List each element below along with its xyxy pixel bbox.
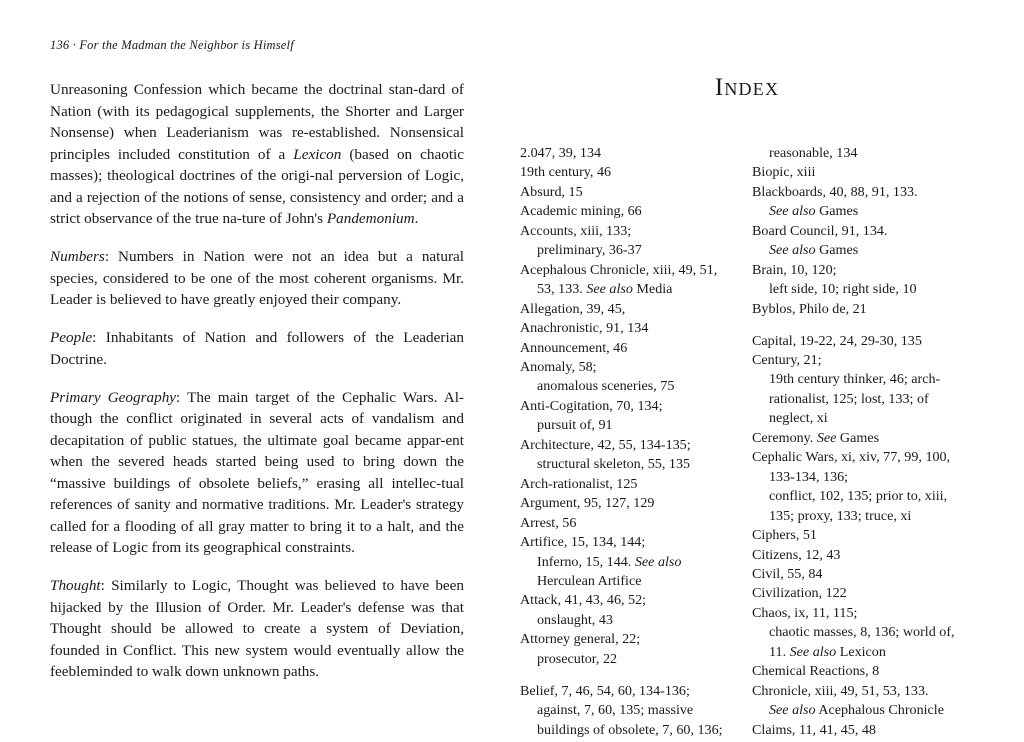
index-columns	[520, 144, 974, 740]
index-subentry	[520, 572, 728, 591]
text-run: Chemical Reactions, 8	[752, 663, 880, 680]
text-run: Ceremony.	[752, 429, 817, 446]
index-subentry	[520, 650, 728, 669]
text-run: Anti-Cogitation, 70, 134;	[520, 397, 663, 414]
index-subentry	[520, 721, 728, 740]
index-entry	[520, 163, 728, 182]
index-entry	[752, 662, 960, 681]
index-entry	[752, 144, 960, 163]
text-run: Civilization, 122	[752, 585, 847, 602]
text-run: Claims, 11, 41, 45, 48	[752, 721, 876, 738]
index-column-left	[520, 144, 728, 740]
text-run: Argument, 95, 127, 129	[520, 495, 655, 512]
index-entry	[520, 591, 728, 610]
text-run: Inferno, 15, 144.	[537, 553, 635, 570]
index-entry	[752, 332, 960, 351]
index-subentry	[752, 390, 960, 409]
text-run: Academic mining, 66	[520, 203, 642, 220]
index-entry	[752, 351, 960, 370]
text-run: Lexicon	[836, 643, 886, 660]
index-subentry	[752, 487, 960, 506]
italic-run: See also	[769, 203, 816, 220]
index-column-right	[752, 144, 960, 740]
index-entry	[752, 526, 960, 545]
index-entry	[520, 319, 728, 338]
paragraph-thought	[50, 575, 464, 683]
italic-run: See also	[769, 242, 816, 259]
text-run: Anomaly, 58;	[520, 358, 597, 375]
index-entry	[752, 604, 960, 623]
italic-run: See also	[586, 281, 633, 298]
index-entry	[752, 448, 960, 467]
index-entry	[752, 565, 960, 584]
text-run: Anachronistic, 91, 134	[520, 320, 649, 337]
text-run: left side, 10; right side, 10	[769, 281, 917, 298]
text-run: Byblos, Philo de, 21	[752, 300, 867, 317]
index-entry	[520, 222, 728, 241]
text-run: : Inhabitants of Nation and followers of the Leaderian Doctrine.	[50, 329, 464, 368]
index-entry	[520, 682, 728, 701]
text-run: 53, 133.	[537, 281, 587, 298]
text-run: Acephalous Chronicle, xiii, 49, 51,	[520, 261, 718, 278]
index-subentry	[520, 416, 728, 435]
text-run: Arrest, 56	[520, 514, 577, 531]
text-run: Acephalous Chronicle	[815, 702, 944, 719]
index-entry	[752, 584, 960, 603]
italic-run: Lexicon	[293, 145, 342, 163]
left-page-body	[50, 79, 464, 683]
text-run: 19th century, 46	[520, 164, 612, 181]
text-run: 2.047, 39, 134	[520, 145, 602, 161]
text-run: Attorney general, 22;	[520, 631, 641, 648]
index-subentry	[752, 241, 960, 260]
italic-run: Thought	[50, 577, 101, 594]
paragraph-people	[50, 327, 464, 370]
text-run: onslaught, 43	[537, 611, 613, 628]
index-entry	[752, 300, 960, 319]
italic-run: See also	[769, 702, 816, 719]
text-run: Games	[815, 203, 859, 220]
paragraph-primary-geography	[50, 387, 464, 559]
index-entry	[752, 721, 960, 740]
text-run: Brain, 10, 120;	[752, 261, 837, 278]
index-entry	[520, 436, 728, 455]
index-subentry	[752, 643, 960, 662]
text-run: (based on chaotic masses); theological doctrines of the origi-nal perversion of Logic, and a rejection of the notions of sense, consistency and order; and a strict observance of the true na-ture of John's	[50, 145, 464, 227]
index-entry	[752, 163, 960, 182]
index-entry	[520, 202, 728, 221]
index-entry	[520, 514, 728, 533]
text-run: Artifice, 15, 134, 144;	[520, 534, 646, 551]
index-entry	[520, 358, 728, 377]
index-subentry	[520, 553, 728, 572]
text-run: Capital, 19-22, 24, 29-30, 135	[752, 332, 922, 349]
index-subentry	[520, 280, 728, 299]
paragraph-numbers	[50, 246, 464, 311]
index-heading-text: Index	[714, 74, 780, 101]
index-entry	[520, 144, 728, 163]
index-entry	[752, 183, 960, 202]
index-entry	[752, 682, 960, 701]
index-subentry	[520, 455, 728, 474]
text-run: 11.	[769, 643, 790, 660]
index-entry	[752, 546, 960, 565]
index-entry	[520, 533, 728, 552]
text-run: 133-134, 136;	[769, 468, 849, 485]
index-subentry	[520, 611, 728, 630]
text-run: Arch-rationalist, 125	[520, 475, 638, 492]
text-run: Herculean Artifice	[537, 572, 642, 589]
running-head	[50, 38, 464, 53]
text-run: prosecutor, 22	[537, 650, 618, 667]
italic-run: People	[50, 329, 93, 346]
text-run: rationalist, 125; lost, 133; of	[769, 390, 929, 407]
index-subentry	[752, 623, 960, 642]
index-letter-gap	[752, 319, 960, 332]
text-run: Blackboards, 40, 88, 91, 133.	[752, 183, 918, 200]
text-run: Architecture, 42, 55, 134-135;	[520, 436, 691, 453]
text-run: Unreasoning Confession which became the doctrinal stan-dard of Nation (with its pedagogical supplements, the Shorter and Larger Nonsense) when Leaderianism was re-established. Nonsensical principles included constitution of a	[50, 81, 464, 163]
text-run: neglect, xi	[769, 410, 828, 427]
text-run: Announcement, 46	[520, 339, 628, 356]
text-run: against, 7, 60, 135; massive	[537, 702, 694, 719]
italic-run: See	[816, 429, 837, 446]
index-subentry	[752, 202, 960, 221]
italic-run: Pandemonium	[326, 210, 415, 227]
index-subentry	[752, 409, 960, 428]
text-run: Accounts, xiii, 133;	[520, 222, 632, 239]
text-run: Cephalic Wars, xi, xiv, 77, 99, 100,	[752, 449, 951, 466]
running-head-title: For the Madman the Neighbor is Himself	[79, 38, 294, 52]
text-run: : Similarly to Logic, Thought was believed to have been hijacked by the Illusion of Order. Mr. Leader's defense was that Thought should be allowed to create a system of Deviation, founded in Conflict. This new system would eventually allow the feebleminded to walk down unknown paths.	[50, 577, 464, 680]
text-run: Ciphers, 51	[752, 527, 817, 544]
running-head-separator: ·	[72, 38, 77, 52]
text-run: Civil, 55, 84	[752, 566, 823, 583]
index-subentry	[752, 507, 960, 526]
text-run: Games	[836, 429, 880, 446]
text-run: : Numbers in Nation were not an idea but a natural species, considered to be one of the most coherent organisms. Mr. Leader is believed to have greatly enjoyed their company.	[50, 248, 464, 308]
index-entry	[520, 397, 728, 416]
text-run: buildings of obsolete, 7, 60, 136;	[537, 721, 723, 738]
index-entry	[520, 261, 728, 280]
index-subentry	[752, 280, 960, 299]
text-run: Absurd, 15	[520, 183, 583, 200]
index-entry	[752, 222, 960, 241]
index-entry	[520, 494, 728, 513]
index-entry	[520, 300, 728, 319]
index-entry	[520, 475, 728, 494]
text-run: Chaos, ix, 11, 115;	[752, 604, 858, 621]
text-run: structural skeleton, 55, 135	[537, 456, 691, 473]
text-run: Century, 21;	[752, 352, 822, 369]
text-run: Board Council, 91, 134.	[752, 222, 888, 239]
text-run: Attack, 41, 43, 46, 52;	[520, 592, 647, 609]
index-entry	[520, 630, 728, 649]
text-run: Citizens, 12, 43	[752, 546, 841, 563]
index-entry	[752, 429, 960, 448]
text-run: preliminary, 36-37	[537, 242, 642, 259]
text-run: Chronicle, xiii, 49, 51, 53, 133.	[752, 682, 929, 699]
index-subentry	[520, 241, 728, 260]
text-run: Games	[815, 242, 859, 259]
index-subentry	[752, 370, 960, 389]
index-heading	[520, 74, 974, 102]
index-entry	[520, 339, 728, 358]
index-subentry	[752, 468, 960, 487]
text-run: chaotic masses, 8, 136; world of,	[769, 624, 955, 641]
index-subentry	[520, 377, 728, 396]
index-subentry	[520, 701, 728, 720]
index-entry	[752, 261, 960, 280]
folio-number: 136	[50, 38, 70, 52]
text-run: anomalous sceneries, 75	[537, 378, 675, 395]
text-run: conflict, 102, 135; prior to, xiii,	[769, 488, 948, 505]
text-run: Belief, 7, 46, 54, 60, 134-136;	[520, 682, 690, 699]
text-run: .	[414, 210, 419, 227]
text-run: Allegation, 39, 45,	[520, 300, 626, 317]
index-entry	[520, 183, 728, 202]
index-letter-gap	[520, 669, 728, 682]
italic-run: See also	[634, 553, 682, 570]
paragraph-unreasoning-confession	[50, 79, 464, 230]
text-run: 19th century thinker, 46; arch-	[769, 371, 941, 388]
italic-run: See also	[789, 643, 837, 660]
text-run: 135; proxy, 133; truce, xi	[769, 507, 912, 524]
text-run: Media	[632, 281, 673, 298]
left-page	[50, 38, 464, 683]
text-run: reasonable, 134	[769, 145, 858, 161]
text-run: Biopic, xiii	[752, 164, 816, 181]
text-run: pursuit of, 91	[537, 417, 613, 434]
text-run: : The main target of the Cephalic Wars. Al-though the conflict originated in several acts of vandalism and decapitation of public statues, the ultimate goal became appar-ent when the severed heads started being used to bring down the “massive buildings of obsolete beliefs,” erasing all intellec-tual references of sanity and normative traditions. Mr. Leader's strategy called for a flooding of all gray matter to bring it to a halt, and the release of Logic from its geographical constraints.	[50, 388, 464, 556]
right-page	[520, 38, 974, 740]
index-subentry	[752, 701, 960, 720]
italic-run: Numbers	[50, 248, 105, 265]
italic-run: Primary Geography	[50, 388, 177, 406]
